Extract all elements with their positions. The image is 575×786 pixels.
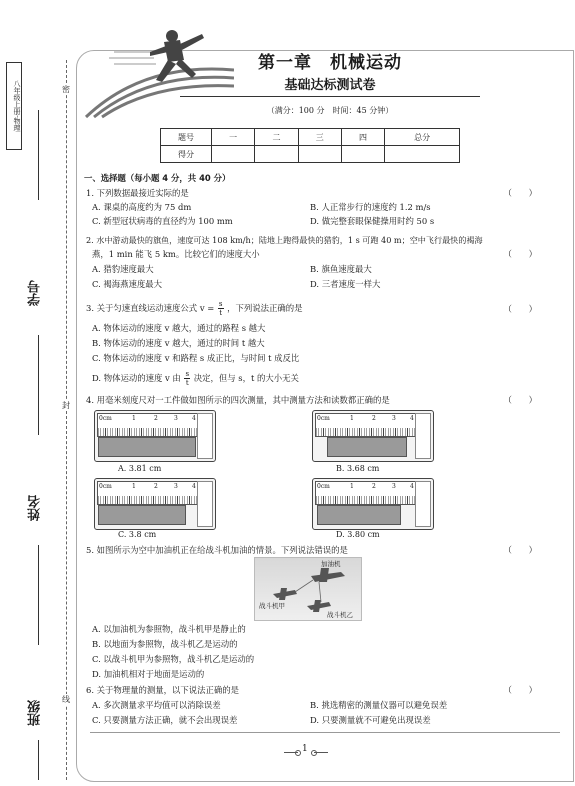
q4-option-d: D. 3.80 cm <box>336 530 380 539</box>
ruler-end <box>415 481 431 527</box>
q4-stem: 4. 用毫米刻度尺对一工件做如图所示的四次测量，其中测量方法和读数都正确的是 <box>86 395 390 405</box>
header-rule <box>180 96 480 97</box>
page-subtitle: 基础达标测试卷 <box>284 78 376 93</box>
score-header-cell: 总分 <box>385 129 460 146</box>
ruler-tick-label: 4 <box>410 483 414 490</box>
q3-option-b: B. 物体运动的速度 v 越大，通过的时间 t 越大 <box>92 338 265 348</box>
q2-option-d: D. 三者速度一样大 <box>310 279 381 289</box>
q2-answer-paren: （ ） <box>503 249 537 259</box>
label-jet-a: 战斗机甲 <box>259 602 285 610</box>
q3-d-frac-den: t <box>185 379 189 387</box>
score-cell[interactable] <box>385 146 460 163</box>
q5-option-d: D. 加油机相对于地面是运动的 <box>92 669 205 679</box>
ruler-tick-label: 1 <box>350 483 354 490</box>
q4-option-a: A. 3.81 cm <box>118 464 162 473</box>
ruler-tick-label: 4 <box>192 415 196 422</box>
section-title: 一、选择题（每小题 4 分，共 40 分） <box>84 173 231 183</box>
q3-frac-den: t <box>219 309 223 317</box>
q6-stem: 6. 关于物理量的测量，以下说法正确的是 <box>86 685 240 695</box>
chapter-title: 第一章 机械运动 <box>258 53 402 73</box>
page-number-ornament <box>290 742 320 758</box>
q3-formula-fraction <box>218 300 224 317</box>
score-header-cell: 三 <box>298 129 341 146</box>
score-row-label: 得分 <box>161 146 212 163</box>
q6-option-c: C. 只要测量方法正确，就不会出现误差 <box>92 715 238 725</box>
ruler-tick-label: 3 <box>392 415 396 422</box>
ruler-figure-b <box>312 410 434 462</box>
ruler-tick-label: 3 <box>174 483 178 490</box>
ruler-unit-label: 0cm <box>99 483 112 490</box>
score-header-cell: 一 <box>212 129 255 146</box>
q3-stem-pre: 3. 关于匀速直线运动速度公式 v = <box>86 303 215 313</box>
q2-option-c: C. 褐海燕速度最大 <box>92 279 163 289</box>
q5-option-a: A. 以加油机为参照物，战斗机甲是静止的 <box>92 624 246 634</box>
score-header-cell: 四 <box>341 129 384 146</box>
ornament-dot-left <box>295 750 301 756</box>
book-label-box <box>6 62 22 150</box>
ruler-tick-label: 1 <box>350 415 354 422</box>
cut-line <box>66 60 67 780</box>
q5-option-b: B. 以地面为参照物，战斗机乙是运动的 <box>92 639 238 649</box>
q5-option-c: C. 以战斗机甲为参照物，战斗机乙是运动的 <box>92 654 255 664</box>
workpiece <box>317 505 401 525</box>
q3-option-d <box>92 370 299 387</box>
score-header-cell: 二 <box>255 129 298 146</box>
book-label: 八年级上册·物理 <box>13 80 21 132</box>
ruler-ticks <box>316 428 416 436</box>
seal-mark-2: 封 <box>62 401 70 410</box>
ruler-figure-a <box>94 410 216 462</box>
name-label: 姓名 <box>28 495 43 521</box>
ruler-scale <box>315 413 417 437</box>
q1-stem: 1. 下列数据最接近实际的是 <box>86 188 189 198</box>
label-tanker: 加油机 <box>321 560 341 568</box>
score-header-cell: 题号 <box>161 129 212 146</box>
q2-option-b: B. 旗鱼速度最大 <box>310 264 372 274</box>
ruler-ticks <box>316 496 416 504</box>
ruler-ticks <box>98 496 198 504</box>
school-underline <box>38 110 39 200</box>
ruler-tick-label: 1 <box>132 483 136 490</box>
name-underline <box>38 545 39 645</box>
student-id-label: 学号 <box>28 280 43 306</box>
ruler-end <box>197 481 213 527</box>
sidebar <box>0 0 82 786</box>
ruler-tick-label: 4 <box>192 483 196 490</box>
q6-option-b: B. 挑选精密的测量仪器可以避免误差 <box>310 700 448 710</box>
q1-answer-paren: （ ） <box>503 188 537 198</box>
ruler-figure-c <box>94 478 216 530</box>
q3-answer-paren: （ ） <box>503 304 537 314</box>
ruler-unit-label: 0cm <box>317 415 330 422</box>
q4-option-c: C. 3.8 cm <box>118 530 157 539</box>
score-cell[interactable] <box>212 146 255 163</box>
exam-meta: （满分：100 分 时间：45 分钟） <box>266 106 394 115</box>
q2-stem-line1: 2. 水中游动最快的旗鱼，速度可达 108 km/h；陆地上跑得最快的猎豹，1 s 可跑 40 m；空中飞行最快的褐海 <box>86 235 483 245</box>
ruler-tick-label: 2 <box>154 415 158 422</box>
q3-option-a: A. 物体运动的速度 v 越大，通过的路程 s 越大 <box>92 323 266 333</box>
ornament-line-right <box>314 752 328 753</box>
workpiece <box>98 437 196 457</box>
ruler-end <box>415 413 431 459</box>
q5-answer-paren: （ ） <box>503 545 537 555</box>
score-table <box>160 128 460 163</box>
score-table-row <box>161 146 460 163</box>
ruler-tick-label: 3 <box>392 483 396 490</box>
ruler-unit-label: 0cm <box>99 415 112 422</box>
ruler-tick-label: 2 <box>372 415 376 422</box>
label-jet-b: 战斗机乙 <box>327 611 353 619</box>
score-cell[interactable] <box>341 146 384 163</box>
q3-option-d-post: 决定，但与 s，t 的大小无关 <box>193 373 299 383</box>
ruler-tick-label: 4 <box>410 415 414 422</box>
student-id-underline <box>38 335 39 435</box>
ruler-tick-label: 2 <box>154 483 158 490</box>
refuel-illustration <box>254 557 362 621</box>
q3-stem <box>86 300 303 317</box>
ruler-scale <box>97 413 199 437</box>
seal-mark-1: 密 <box>62 85 70 94</box>
q4-option-b: B. 3.68 cm <box>336 464 380 473</box>
class-underline <box>38 740 39 780</box>
q4-answer-paren: （ ） <box>503 395 537 405</box>
class-label: 班级 <box>28 700 43 726</box>
ornament-dot-right <box>311 750 317 756</box>
score-cell[interactable] <box>298 146 341 163</box>
score-cell[interactable] <box>255 146 298 163</box>
q1-option-a: A. 课桌的高度约为 75 dm <box>92 202 192 212</box>
page-number: 1 <box>302 744 308 754</box>
q2-option-a: A. 猎豹速度最大 <box>92 264 154 274</box>
q3-d-frac-num: s <box>185 370 190 378</box>
q6-answer-paren: （ ） <box>503 685 537 695</box>
q2-stem-line2: 燕，1 min 能飞 5 km。比较它们的速度大小 <box>92 249 260 259</box>
q3-stem-post: ，下列说法正确的是 <box>227 303 303 313</box>
ruler-scale <box>97 481 199 505</box>
q1-option-b: B. 人正常步行的速度约 1.2 m/s <box>310 202 431 212</box>
ruler-tick-label: 3 <box>174 415 178 422</box>
q3-option-d-fraction <box>184 370 190 387</box>
ruler-unit-label: 0cm <box>317 483 330 490</box>
footer-rule <box>90 732 560 733</box>
q6-option-a: A. 多次测量求平均值可以消除误差 <box>92 700 221 710</box>
q3-frac-num: s <box>218 300 223 308</box>
workpiece <box>98 505 186 525</box>
q5-stem: 5. 如图所示为空中加油机正在给战斗机加油的情景。下列说法错误的是 <box>86 545 348 555</box>
ruler-end <box>197 413 213 459</box>
workpiece <box>327 437 407 457</box>
q1-option-c: C. 新型冠状病毒的直径约为 100 mm <box>92 216 233 226</box>
q1-option-d: D. 做完整套眼保健操用时约 50 s <box>310 216 435 226</box>
ruler-ticks <box>98 428 198 436</box>
q3-option-d-pre: D. 物体运动的速度 v 由 <box>92 373 181 383</box>
ruler-figure-d <box>312 478 434 530</box>
ruler-scale <box>315 481 417 505</box>
score-table-header-row <box>161 129 460 146</box>
ruler-tick-label: 1 <box>132 415 136 422</box>
q6-option-d: D. 只要测量就不可避免出现误差 <box>310 715 431 725</box>
seal-mark-3: 线 <box>62 695 70 704</box>
ruler-tick-label: 2 <box>372 483 376 490</box>
q3-option-c: C. 物体运动的速度 v 和路程 s 成正比，与时间 t 成反比 <box>92 353 300 363</box>
